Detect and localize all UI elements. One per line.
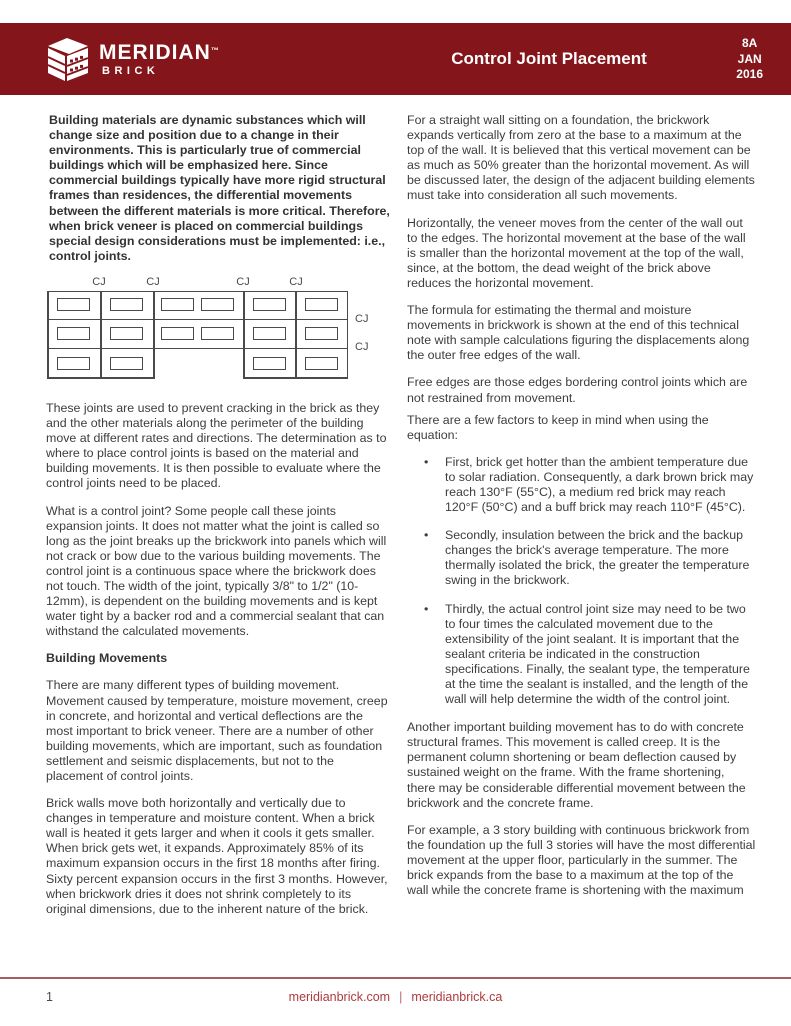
brick-building-icon <box>44 34 90 84</box>
wall-line <box>47 291 49 379</box>
issue-block <box>736 36 763 83</box>
wall-line <box>153 291 155 379</box>
cj-label-top-3: CJ <box>236 275 250 288</box>
cj-label-top-1: CJ <box>92 275 106 288</box>
paragraph: What is a control joint? Some people call these joints expansion joints. It does not matter what the joint is called so long as the joint breaks up the brickwork into panels which will not crack or bow due to the various building movements. The control joint is a continuous space where the brickwork does not touch. The width of the joint, typically 3/8" to 1/2" (10-12mm), is dependent on the building movements and is kept water tight by a backer rod and a commercial sealant that can withstand the calculated movements. <box>46 503 387 639</box>
window-rect <box>253 357 286 370</box>
window-rect <box>253 327 286 340</box>
cj-label-side-2: CJ <box>355 340 369 353</box>
intro-paragraph: Building materials are dynamic substances which will change size and position due to a change in their environments. This is particularly true of commercial buildings which will be emphasized here. Since commercial buildings typically have more rigid structural frames than residences, the differential movements between the different materials is more critical. Therefore, when brick veneer is placed on commercial buildings special design considerations must be implemented: i.e., control joints. <box>49 113 390 263</box>
paragraph: The formula for estimating the thermal and moisture movements in brickwork is shown at the end of this technical note with sample calculations figuring the displacements along the outer free edges of the wall. <box>407 303 750 363</box>
cj-label-side-1: CJ <box>355 312 369 325</box>
wall-line <box>47 319 348 321</box>
bullet-item <box>407 455 756 515</box>
bullet-icon: • <box>424 454 429 469</box>
brick-wall-diagram <box>46 276 386 382</box>
window-rect <box>110 298 143 311</box>
issue-code: 8A <box>741 36 758 50</box>
window-rect <box>305 327 338 340</box>
cj-label-top-2: CJ <box>146 275 160 288</box>
page-number: 1 <box>46 990 53 1004</box>
wall-line <box>295 291 297 379</box>
window-rect <box>110 357 143 370</box>
bullet-icon: • <box>424 528 429 543</box>
window-rect <box>57 357 90 370</box>
wall-elevation <box>47 291 348 379</box>
paragraph: There are many different types of building movement. Movement caused by temperature, moisture movement, creep in concrete, and horizontal and vertical deflections are the most important to brick veneer. There are a number of other building movements, which are important, such as foundation settlement and seismic displacements, but not to the placement of control joints. <box>46 678 388 783</box>
window-rect <box>305 357 338 370</box>
wall-line <box>243 291 245 379</box>
page-title: Control Joint Placement <box>451 49 647 68</box>
window-rect <box>201 298 234 311</box>
issue-year: 2016 <box>736 67 763 81</box>
bullet-icon: • <box>424 601 429 616</box>
paragraph: Horizontally, the veneer moves from the center of the wall out to the edges. The horizontal movement at the base of the wall is smaller than the horizontal movement at the top of the wall, since, at the bottom, the dead weight of the brick above reduces the horizontal movement. <box>407 215 746 290</box>
issue-month: JAN <box>737 51 762 66</box>
footer-link-meridianbrick-ca[interactable]: meridianbrick.ca <box>411 990 503 1004</box>
footer-links <box>0 990 791 1004</box>
header-band <box>0 23 791 95</box>
meridian-brick-logo <box>44 34 220 84</box>
left-column <box>46 113 392 929</box>
document-body <box>0 113 791 973</box>
wall-line <box>100 291 102 379</box>
paragraph: Brick walls move both horizontally and vertically due to changes in temperature and moisture content. When a brick wall is heated it gets larger and when it cools it gets smaller. When brick gets wet, it expands. Approximately 85% of its maximum expansion occurs in the first 18 months after firing. Sixty percent expansion occurs in the first 3 months. However, when brickwork dries it does not shrink completely to its original dimensions, due to the inherent nature of the brick. <box>46 796 388 916</box>
window-rect <box>110 327 143 340</box>
footer-link-meridianbrick-com[interactable]: meridianbrick.com <box>288 990 391 1004</box>
window-rect <box>201 327 234 340</box>
cj-label-top-4: CJ <box>289 275 303 288</box>
paragraph: There are a few factors to keep in mind when using the equation: <box>407 412 709 442</box>
window-rect <box>305 298 338 311</box>
bullet-text: Secondly, insulation between the brick and the backup changes the brick's average temperature. The more thermally isolated the brick, the greater the temperature swing in the brickwork. <box>445 528 750 588</box>
wall-line <box>47 348 348 350</box>
wall-line <box>47 291 348 293</box>
wall-line <box>347 291 349 379</box>
bullet-text: First, brick get hotter than the ambient temperature due to solar radiation. Consequently, a dark brown brick may reach 130°F (55°C), a medium red brick may reach 120°F (50°C) and a buff brick may reach 110°F (45°C). <box>445 454 754 515</box>
paragraph: These joints are used to prevent cracking in the brick as they and the other materials along the perimeter of the building move at different rates and directions. The determination as to where to place control joints is based on the material and building movements. It is then possible to evaluate where the control joints need to be placed. <box>46 400 387 491</box>
bullet-item <box>407 602 756 708</box>
bullet-item <box>407 528 756 588</box>
bullet-text: Thirdly, the actual control joint size may need to be two to four times the calculated movement due to the extensibility of the joint sealant. It is important that the sealant criteria be indicated in the construction specifications. Finally, the sealant type, the temperature at the time the sealant is installed, and the length of the wall will help determine the width of the control joint. <box>445 601 750 707</box>
paragraph: For a straight wall sitting on a foundation, the brickwork expands vertically from zero at the base to a maximum at the top of the wall. It is believed that this vertical movement can be as much as 50% greater than the horizontal movement. As will be discussed later, the design of the adjacent building elements must take into consideration all such movements. <box>407 113 755 203</box>
page-footer <box>0 977 791 1026</box>
paragraph: Free edges are those edges bordering control joints which are not restrained from movement. <box>407 375 748 405</box>
link-separator: | <box>399 990 403 1004</box>
window-rect <box>57 327 90 340</box>
section-heading-building-movements: Building Movements <box>46 651 168 666</box>
window-rect <box>161 327 194 340</box>
window-rect <box>57 298 90 311</box>
paragraph: Another important building movement has to do with concrete structural frames. This movement is called creep. It is the permanent column shortening or beam deflection caused by sustained weight on the frame. With the frame shortening, there may be considerable differential movement between the brickwork and the concrete frame. <box>407 720 746 810</box>
window-rect <box>161 298 194 311</box>
brand-name: MERIDIAN™ <box>99 40 220 64</box>
paragraph: For example, a 3 story building with continuous brickwork from the foundation up the full 3 stories will have the most differential movement at the upper floor, particularly in the summer. The brick expands from the base to a maximum at the top of the wall while the concrete frame is shortening with the maximum <box>407 822 756 898</box>
brand-sub: BRICK <box>102 64 160 77</box>
window-rect <box>253 298 286 311</box>
trademark-symbol: ™ <box>210 45 220 55</box>
right-column <box>407 113 756 910</box>
